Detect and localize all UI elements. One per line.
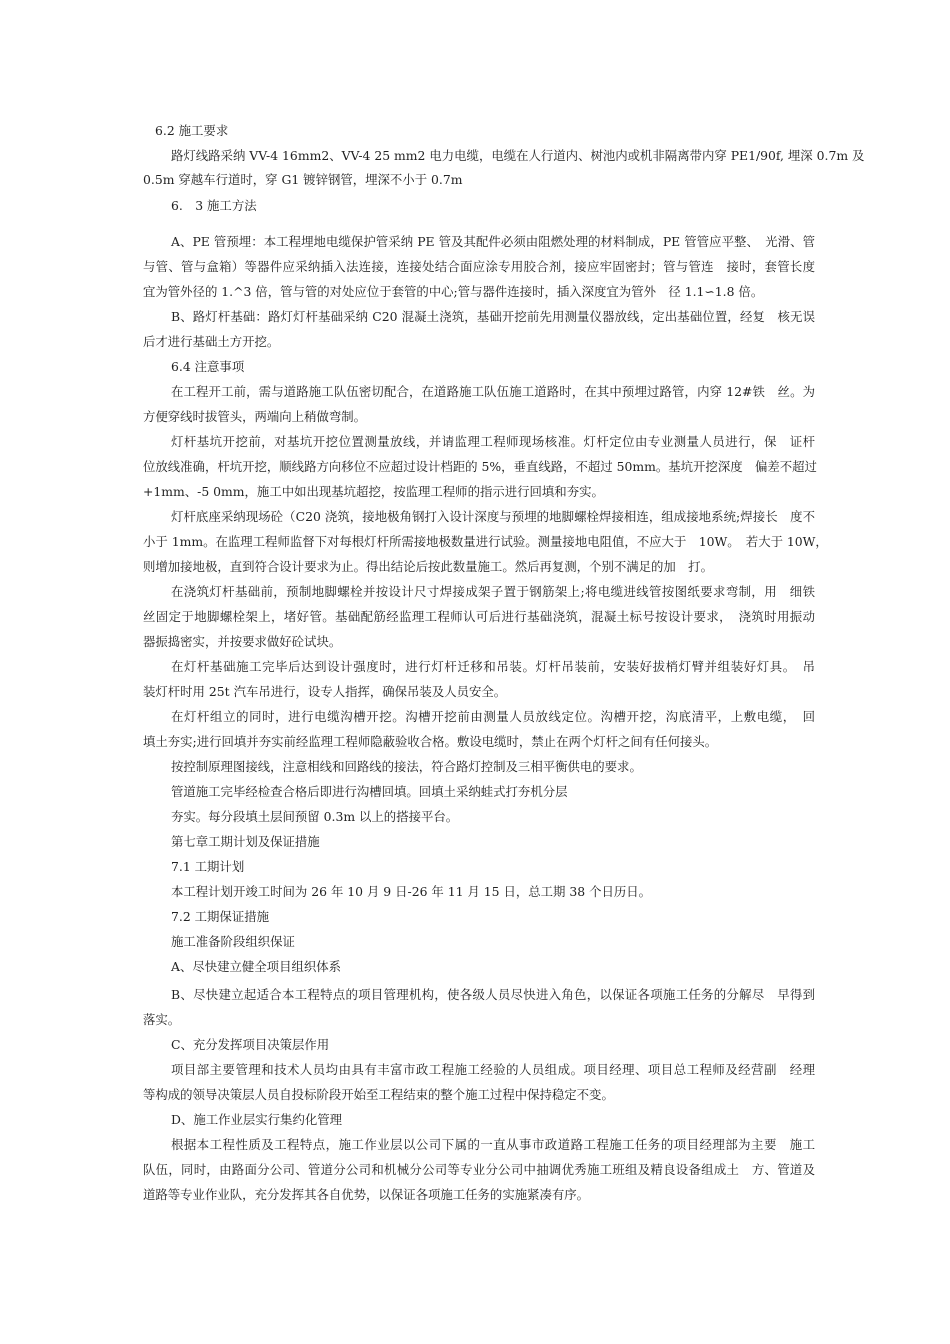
text-line: C、充分发挥项目决策层作用 [171,1037,330,1052]
text-line: 落实。 [143,1012,181,1027]
text-line: D、施工作业层实行集约化管理 [171,1112,343,1127]
text-line: 第七章工期计划及保证措施 [171,834,320,849]
text-line: 6.4 注意事项 [171,359,245,374]
text-line: 与管、管与盒箱）等器件应采纳插入法连接，连接处结合面应涂专用胶合剂，接应牢固密封；管与管连 接时，套管长度 [143,259,815,274]
text-line: +1mm、-5 0mm，施工中如出现基坑超挖，按监理工程师的指示进行回填和夯实。 [143,484,604,499]
text-line: 项目部主要管理和技术人员均由具有丰富市政工程施工经验的人员组成。项目经理、项目总工程师及经营副 经理 [171,1062,815,1077]
text-line: 0.5m 穿越车行道时，穿 G1 镀锌钢管，埋深不小于 0.7m [143,172,463,187]
text-line: 队伍，同时，由路面分公司、管道分公司和机械分公司等专业分公司中抽调优秀施工班组及精良设备组成土 方、管道及 [143,1162,815,1177]
text-line: 在灯杆组立的同时，进行电缆沟槽开挖。沟槽开挖前由测量人员放线定位。沟槽开挖，沟底清平，上敷电缆， 回 [171,709,815,724]
text-line: 本工程计划开竣工时间为 26 年 10 月 9 日-26 年 11 月 15 日，总工期 38 个日历日。 [171,884,652,899]
text-line: 等构成的领导决策层人员自投标阶段开始至工程结束的整个施工过程中保持稳定不变。 [143,1087,614,1102]
text-line: 7.2 工期保证措施 [171,909,269,924]
text-line: A、尽快建立健全项目组织体系 [171,959,342,974]
text-line: 施工准备阶段组织保证 [171,934,295,949]
text-line: 6.2 施工要求 [155,123,229,138]
text-line: A、PE 管预埋：本工程埋地电缆保护管采纳 PE 管及其配件必须由阻燃处理的材料制成，PE 管管应平整、 光滑、管 [171,234,815,249]
text-line: 位放线准确，杆坑开挖，顺线路方向移位不应超过设计档距的 5%，垂直线路，不超过 50mm。基坑开挖深度 偏差不超过 [143,459,817,474]
text-line: 器振捣密实，并按要求做好砼试块。 [143,634,342,649]
text-line: 在工程开工前，需与道路施工队伍密切配合，在道路施工队伍施工道路时，在其中预埋过路管，内穿 12#铁 丝。为 [171,384,815,399]
text-line: 6. 3 施工方法 [171,198,257,213]
text-line: B、路灯杆基础：路灯灯杆基础采纳 C20 混凝土浇筑，基础开挖前先用测量仪器放线，定出基础位置，经复 核无误 [171,309,815,324]
text-line: 后才进行基础土方开挖。 [143,334,280,349]
text-line: 管道施工完毕经检查合格后即进行沟槽回填。回填土采纳蛙式打夯机分层 [171,784,568,799]
text-line: 道路等专业作业队，充分发挥其各自优势，以保证各项施工任务的实施紧凑有序。 [143,1187,590,1202]
text-line: 灯杆基坑开挖前，对基坑开挖位置测量放线，并请监理工程师现场核准。灯杆定位由专业测量人员进行，保 证杆 [171,434,815,449]
text-line: 在灯杆基础施工完毕后达到设计强度时，进行灯杆迁移和吊装。灯杆吊装前，安装好拔梢灯臂并组装好灯具。 吊 [171,659,815,674]
text-line: 小于 1mm。在监理工程师监督下对每根灯杆所需接地极数量进行试验。测量接地电阻值，不应大于 10W。 若大于 10W， [143,534,828,549]
text-line: 装灯杆时用 25t 汽车吊进行，设专人指挥，确保吊装及人员安全。 [143,684,507,699]
text-line: 宜为管外径的 1.^3 倍，管与管的对处应位于套管的中心;管与器件连接时，插入深度宜为管外 径 1.1∽1.8 倍。 [143,284,764,299]
text-line: 路灯线路采纳 VV-4 16mm2、VV-4 25 mm2 电力电缆，电缆在人行道内、树池内或机非隔离带内穿 PE1/90f, 埋深 0.7m 及 [171,148,865,163]
text-line: 根据本工程性质及工程特点，施工作业层以公司下属的一直从事市政道路工程施工任务的项目经理部为主要 施工 [171,1137,815,1152]
text-line: 在浇筑灯杆基础前，预制地脚螺栓并按设计尺寸焊接成架子置于钢筋架上;将电缆进线管按图纸要求弯制，用 细铁 [171,584,815,599]
text-line: 按控制原理图接线，注意相线和回路线的接法，符合路灯控制及三相平衡供电的要求。 [171,759,642,774]
text-line: 则增加接地极，直到符合设计要求为止。得出结论后按此数量施工。然后再复测，个别不满足的加 打。 [143,559,713,574]
text-line: 填土夯实;进行回填并夯实前经监理工程师隐蔽验收合格。敷设电缆时，禁止在两个灯杆之间有任何接头。 [143,734,718,749]
text-line: 夯实。每分段填土层间预留 0.3m 以上的搭接平台。 [171,809,459,824]
text-line: B、尽快建立起适合本工程特点的项目管理机构，使各级人员尽快进入角色，以保证各项施工任务的分解尽 早得到 [171,987,815,1002]
text-line: 灯杆底座采纳现场砼（C20 浇筑，接地极角钢打入设计深度与预埋的地脚螺栓焊接相连，组成接地系统;焊接长 度不 [171,509,815,524]
text-line: 丝固定于地脚螺栓架上，堵好管。基础配筋经监理工程师认可后进行基础浇筑，混凝土标号按设计要求， 浇筑时用振动 [143,609,815,624]
text-line: 方便穿线时拔管头，两端向上稍做弯制。 [143,409,367,424]
text-line: 7.1 工期计划 [171,859,245,874]
